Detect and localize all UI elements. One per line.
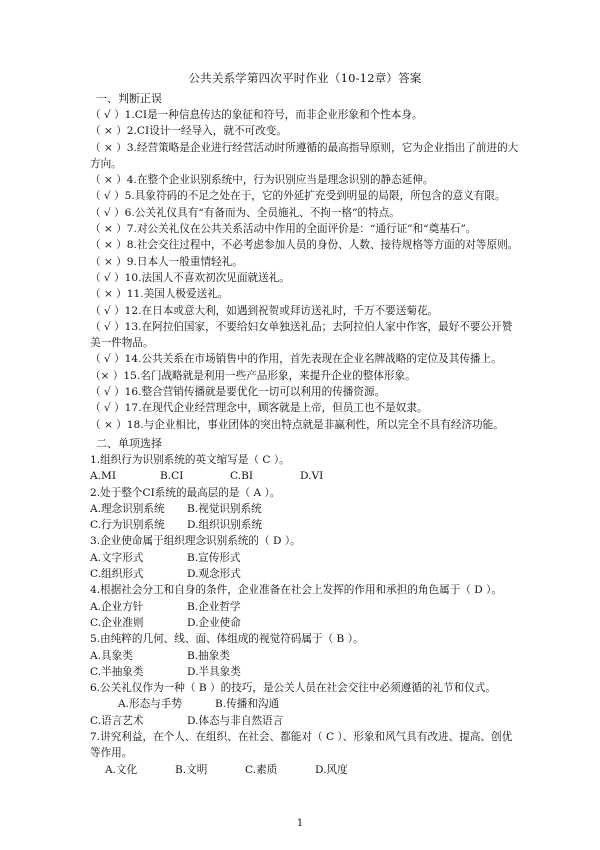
option-row [90,615,520,631]
page-number: 1 [296,818,304,829]
section-heading-true-false: 一、判断正误 [96,92,162,105]
option: A.理念识别系统 [90,502,165,515]
question [90,631,520,680]
question-stem: 3.企业使命属于组织理念识别系统的（ D ）。 [90,535,301,548]
list-item: （ √ ）1.CI是一种信息传达的象征和符号，而非企业形象和个性本身。 [90,109,423,121]
question-stem: 1.组织行为识别系统的英文缩写是（ C ）。 [90,453,290,466]
option: A.具象类 [90,649,133,662]
list-item: （ × ）18.与企业相比，事业团体的突出特点就是非赢利性，所以完全不具有经济功能。 [90,418,504,431]
option: C.素质 [245,763,278,776]
option: B.传播和沟通 [215,698,280,711]
option-row [90,517,520,533]
true-false-list [90,107,520,433]
list-item: （ × ）9.日本人一般重情轻礼。 [90,255,243,268]
option: C.BI [230,470,254,483]
option: D.企业使命 [187,616,241,629]
option: A.MI [90,470,117,483]
list-item: （ × ）8.社会交往过程中，不必考虑参加人员的身份、人数、接待规格等方面的对等原则。 [90,239,519,252]
option: B.企业哲学 [187,600,241,613]
document-title: 公共关系学第四次平时作业（10-12章）答案 [188,71,422,85]
list-item: （ √ ）14.公共关系在市场销售中的作用，首先表现在企业名牌战略的定位及其传播上。 [90,353,502,366]
option-row [90,501,520,517]
list-item: （ × ）3.经营策略是企业进行经营活动时所遵循的最高指导原则，它为企业指出了前进的大方向。 [90,141,519,170]
option: A.形态与手势 [118,698,182,711]
option: A.企业方针 [90,600,144,613]
option: D.风度 [315,763,348,776]
list-item: （ × ）4.在整个企业识别系统中，行为识别应当是理念识别的静态延伸。 [90,174,434,187]
list-item: （ √ ）17.在现代企业经营理念中，顾客就是上帝，但员工也不是奴隶。 [90,402,428,415]
list-item: （ × ）11.美国人极爱送礼。 [90,288,229,301]
question [90,729,520,778]
list-item: （ √ ）5.具象符码的不足之处在于，它的外延扩充受到明显的局限，所包含的意义有限。 [90,190,506,203]
option-row [90,468,520,484]
list-item: （ √ ）16.整合营销传播就是要优化一切可以利用的传播资源。 [90,386,386,399]
list-item: （ × ）7.对公关礼仪在公共关系活动中作用的全面评价是：“通行证”和“奠基石”。 [90,223,477,236]
option: B.抽象类 [187,649,230,662]
option: B.宣传形式 [187,551,241,564]
question [90,452,520,485]
option: D.观念形式 [187,568,241,581]
option-row [90,599,520,615]
list-item: （ √ ）12.在日本或意大利，如遇到祝贺或拜访送礼时，千万不要送菊花。 [90,304,439,317]
option: B.文明 [175,763,208,776]
option: C.行为识别系统 [90,519,165,532]
question [90,533,520,582]
option: D.组织识别系统 [187,519,263,532]
option-row [90,664,520,680]
option: A.文化 [105,763,138,776]
option-row [90,648,520,664]
option-row [90,762,520,778]
option: C.组织形式 [90,568,144,581]
option: C.半抽象类 [90,665,144,678]
option: C.语言艺术 [90,714,144,727]
question [90,582,520,631]
section-heading-single-choice: 二、单项选择 [96,436,162,450]
option: A.文字形式 [90,551,144,564]
list-item: （× ）15.名门战略就是利用一些产品形象，来提升企业的整体形象。 [90,369,416,382]
question-stem: 6.公关礼仪作为一种（ B ）的技巧，是公关人员在社会交往中必须遵循的礼节和仪式。 [90,682,496,695]
question [90,485,520,534]
option: D.VI [300,470,324,483]
list-item: （ √ ）6.公关礼仪具有“有备而为、全员施礼、不拘一格”的特点。 [90,206,400,219]
option-row [90,713,520,729]
list-item: （ √ ）13.在阿拉伯国家，不要给妇女单独送礼品；去阿拉伯人家中作客，最好不要公开赞美一件物品。 [90,320,513,350]
list-item: （ √ ）10.法国人不喜欢初次见面就送礼。 [90,271,290,284]
option: B.CI [160,470,184,483]
question-stem: 4.根据社会分工和自身的条件，企业准备在社会上发挥的作用和承担的角色属于（ D ）。 [90,584,503,597]
question [90,680,520,729]
option: C.企业准则 [90,616,144,629]
list-item: （ × ）2.CI设计一经导入，就不可改变。 [90,125,287,138]
question-stem: 2.处于整个CI系统的最高层的是（ A ）。 [90,486,281,499]
option: B.视觉识别系统 [187,502,262,515]
option: D.体态与非自然语言 [187,714,284,727]
option-row [90,566,520,582]
option-row [90,696,520,712]
option: D.半具象类 [187,665,241,678]
question-stem: 5.由纯粹的几何、线、面、体组成的视觉符码属于（ B ）。 [90,633,364,646]
option-row [90,550,520,566]
question-stem: 7.讲究利益，在个人、在组织、在社会、都能对（ C ）、形象和风气具有改进、提高、创优等作用。 [90,730,513,760]
